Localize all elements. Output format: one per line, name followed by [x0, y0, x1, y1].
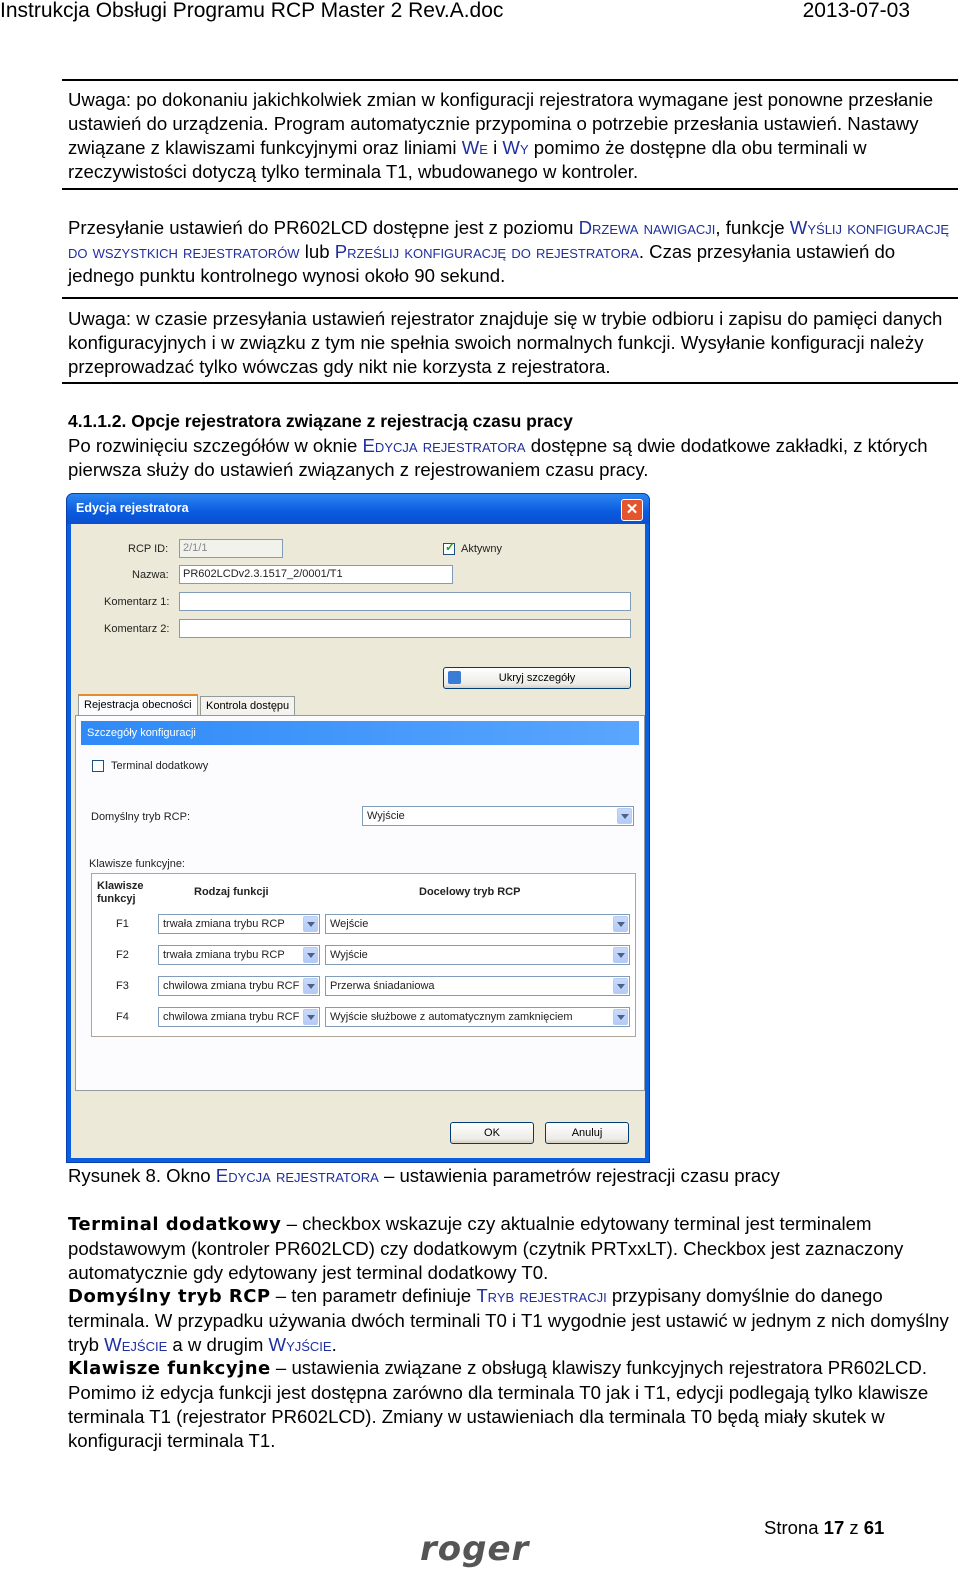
chevron-down-icon[interactable]: [303, 916, 318, 932]
fkey-label: F4: [116, 1011, 129, 1023]
page-number: Strona 17 z 61: [764, 1517, 885, 1538]
edit-registrar-dialog: [66, 493, 650, 1163]
config-section-bar: Szczegóły konfiguracji: [81, 721, 639, 745]
term-default-mode: Domyślny tryb RCP – ten parametr definiuje Tryb rejestracji przypisany domyślnie do danego terminala. W przypadku używania dwóch terminali T0 i T1 wygodnie jest ustawić w jednym z nich domyślny tryb Wejście a w drugim Wyjście.: [68, 1285, 949, 1355]
section-heading: 4.1.1.2. Opcje rejestratora związane z rejestracją czasu pracy: [68, 411, 573, 431]
link-navigation-tree[interactable]: Drzewa nawigacji: [578, 217, 716, 238]
term-extra-terminal: Terminal dodatkowy – checkbox wskazuje czy aktualnie edytowany terminal jest terminalem podstawowym (kontroler PR602LCD) czy dodatkowym (czytnik PRTxxLT). Checkbox jest zaznaczony automatycznie gdy edytowany jest terminal dodatkowy T0.: [68, 1213, 904, 1283]
tab-attendance[interactable]: Rejestracja obecności: [78, 694, 198, 716]
chevron-down-icon[interactable]: [303, 947, 318, 963]
func-select[interactable]: trwała zmiana trybu RCP: [158, 945, 320, 965]
section-intro: Po rozwinięciu szczegółów w oknie Edycja rejestratora dostępne są dwie dodatkowe zakładki, z których pierwsza służy do ustawień związanych z rejestrowaniem czasu pracy.: [68, 435, 928, 480]
figure-caption: Rysunek 8. Okno Edycja rejestratora – ustawienia parametrów rejestracji czasu pracy: [68, 1165, 780, 1186]
close-icon[interactable]: ✕: [621, 499, 643, 521]
chevron-down-icon[interactable]: [613, 947, 628, 963]
col-keys-header: Klawisze funkcyj: [97, 880, 144, 905]
hide-details-button[interactable]: Ukryj szczegóły: [443, 667, 631, 689]
chevron-down-icon[interactable]: [613, 1009, 628, 1025]
note-2: Uwaga: w czasie przesyłania ustawień rejestrator znajduje się w trybie odbioru i zapisu do pamięci danych konfiguracyjnych i w związku z tym nie spełnia swoich normalnych funkcji. Wysyłanie konfiguracji należy przeprowadzać tylko wówczas gdy nikt nie korzysta z rejestratora.: [68, 308, 943, 377]
rcp-id-input[interactable]: 2/1/1: [179, 539, 283, 558]
name-label: Nazwa:: [132, 569, 169, 581]
cancel-button[interactable]: Anuluj: [545, 1122, 629, 1144]
collapse-icon: [448, 671, 461, 684]
roger-logo: roger: [420, 1529, 530, 1569]
mode-select[interactable]: Wejście: [325, 914, 630, 934]
fkey-label: F2: [116, 949, 129, 961]
chevron-down-icon[interactable]: [303, 1009, 318, 1025]
link-send-all[interactable]: Wyślij konfigurację do wszystkich rejestratorów: [68, 217, 950, 262]
ok-button[interactable]: OK: [450, 1122, 534, 1144]
dialog-body: [71, 524, 645, 1158]
active-checkbox[interactable]: [443, 543, 455, 555]
extra-terminal-checkbox[interactable]: [92, 760, 104, 772]
chevron-down-icon[interactable]: [617, 808, 632, 824]
name-input[interactable]: PR602LCDv2.3.1517_2/0001/T1: [179, 565, 453, 584]
default-mode-label: Domyślny tryb RCP:: [91, 811, 191, 823]
tab-access-control[interactable]: Kontrola dostępu: [200, 696, 295, 716]
mode-select[interactable]: Wyjście: [325, 945, 630, 965]
mode-select[interactable]: Wyjście służbowe z automatycznym zamknięciem: [325, 1007, 630, 1027]
col-func-header: Rodzaj funkcji: [194, 886, 269, 898]
document-title: Instrukcja Obsługi Programu RCP Master 2 Rev.A.doc: [0, 0, 504, 22]
document-date: 2013-07-03: [802, 0, 910, 22]
divider: [62, 188, 958, 190]
extra-terminal-label: Terminal dodatkowy: [111, 760, 209, 772]
func-select[interactable]: chwilowa zmiana trybu RCF: [158, 976, 320, 996]
comment-2-input[interactable]: [179, 619, 631, 638]
fkeys-label: Klawisze funkcyjne:: [89, 858, 185, 870]
divider: [62, 79, 958, 81]
comment-1-label: Komentarz 1:: [104, 596, 170, 608]
page-header: [0, 0, 960, 30]
mode-select[interactable]: Przerwa śniadaniowa: [325, 976, 630, 996]
fkey-label: F1: [116, 918, 129, 930]
term-function-keys: Klawisze funkcyjne – ustawienia związane z obsługą klawiszy funkcyjnych rejestratora PR602LCD. Pomimo iż edycja funkcji jest dostępna zarówno dla terminala T0 jak i T1, edycji podlegają tylko klawisze terminala T1 (rejestrator PR602LCD). Zmiany w ustawieniach dla terminala T0 będą miały skutek w konfiguracji terminala T1.: [68, 1357, 929, 1451]
func-select[interactable]: trwała zmiana trybu RCP: [158, 914, 320, 934]
chevron-down-icon[interactable]: [613, 916, 628, 932]
func-select[interactable]: chwilowa zmiana trybu RCF: [158, 1007, 320, 1027]
dialog-titlebar: [67, 494, 649, 524]
dialog-title: Edycja rejestratora: [76, 501, 189, 515]
note-1: Uwaga: po dokonaniu jakichkolwiek zmian w konfiguracji rejestratora wymagane jest ponowne przesłanie ustawień do urządzenia. Program automatycznie przypomina o potrzebie przesłania ustawień. Nastawy związane z klawiszami funkcyjnymi oraz liniami We i Wy pomimo że dostępne dla obu terminali w rzeczywistości dotyczą tylko terminala T1, wbudowanego w kontroler.: [68, 89, 934, 182]
chevron-down-icon[interactable]: [613, 978, 628, 994]
fkey-label: F3: [116, 980, 129, 992]
col-mode-header: Docelowy tryb RCP: [419, 886, 521, 898]
link-edit-registrar[interactable]: Edycja rejestratora: [362, 435, 526, 456]
link-send-one[interactable]: Prześlij konfigurację do rejestratora: [334, 241, 639, 262]
comment-1-input[interactable]: [179, 592, 631, 611]
divider: [62, 382, 958, 384]
paragraph-transfer: Przesyłanie ustawień do PR602LCD dostępne jest z poziomu Drzewa nawigacji, funkcje Wyślij konfigurację do wszystkich rejestratorów lub Prześlij konfigurację do rejestratora. Czas przesyłania ustawień do jednego punktu kontrolnego wynosi około 90 sekund.: [68, 217, 950, 286]
default-mode-select[interactable]: Wyjście: [362, 806, 634, 826]
active-label: Aktywny: [461, 543, 502, 555]
fkeys-grid: [91, 873, 636, 1037]
tab-page: [75, 715, 645, 1091]
chevron-down-icon[interactable]: [303, 978, 318, 994]
comment-2-label: Komentarz 2:: [104, 623, 170, 635]
rcp-id-label: RCP ID:: [128, 543, 169, 555]
divider: [62, 297, 958, 299]
